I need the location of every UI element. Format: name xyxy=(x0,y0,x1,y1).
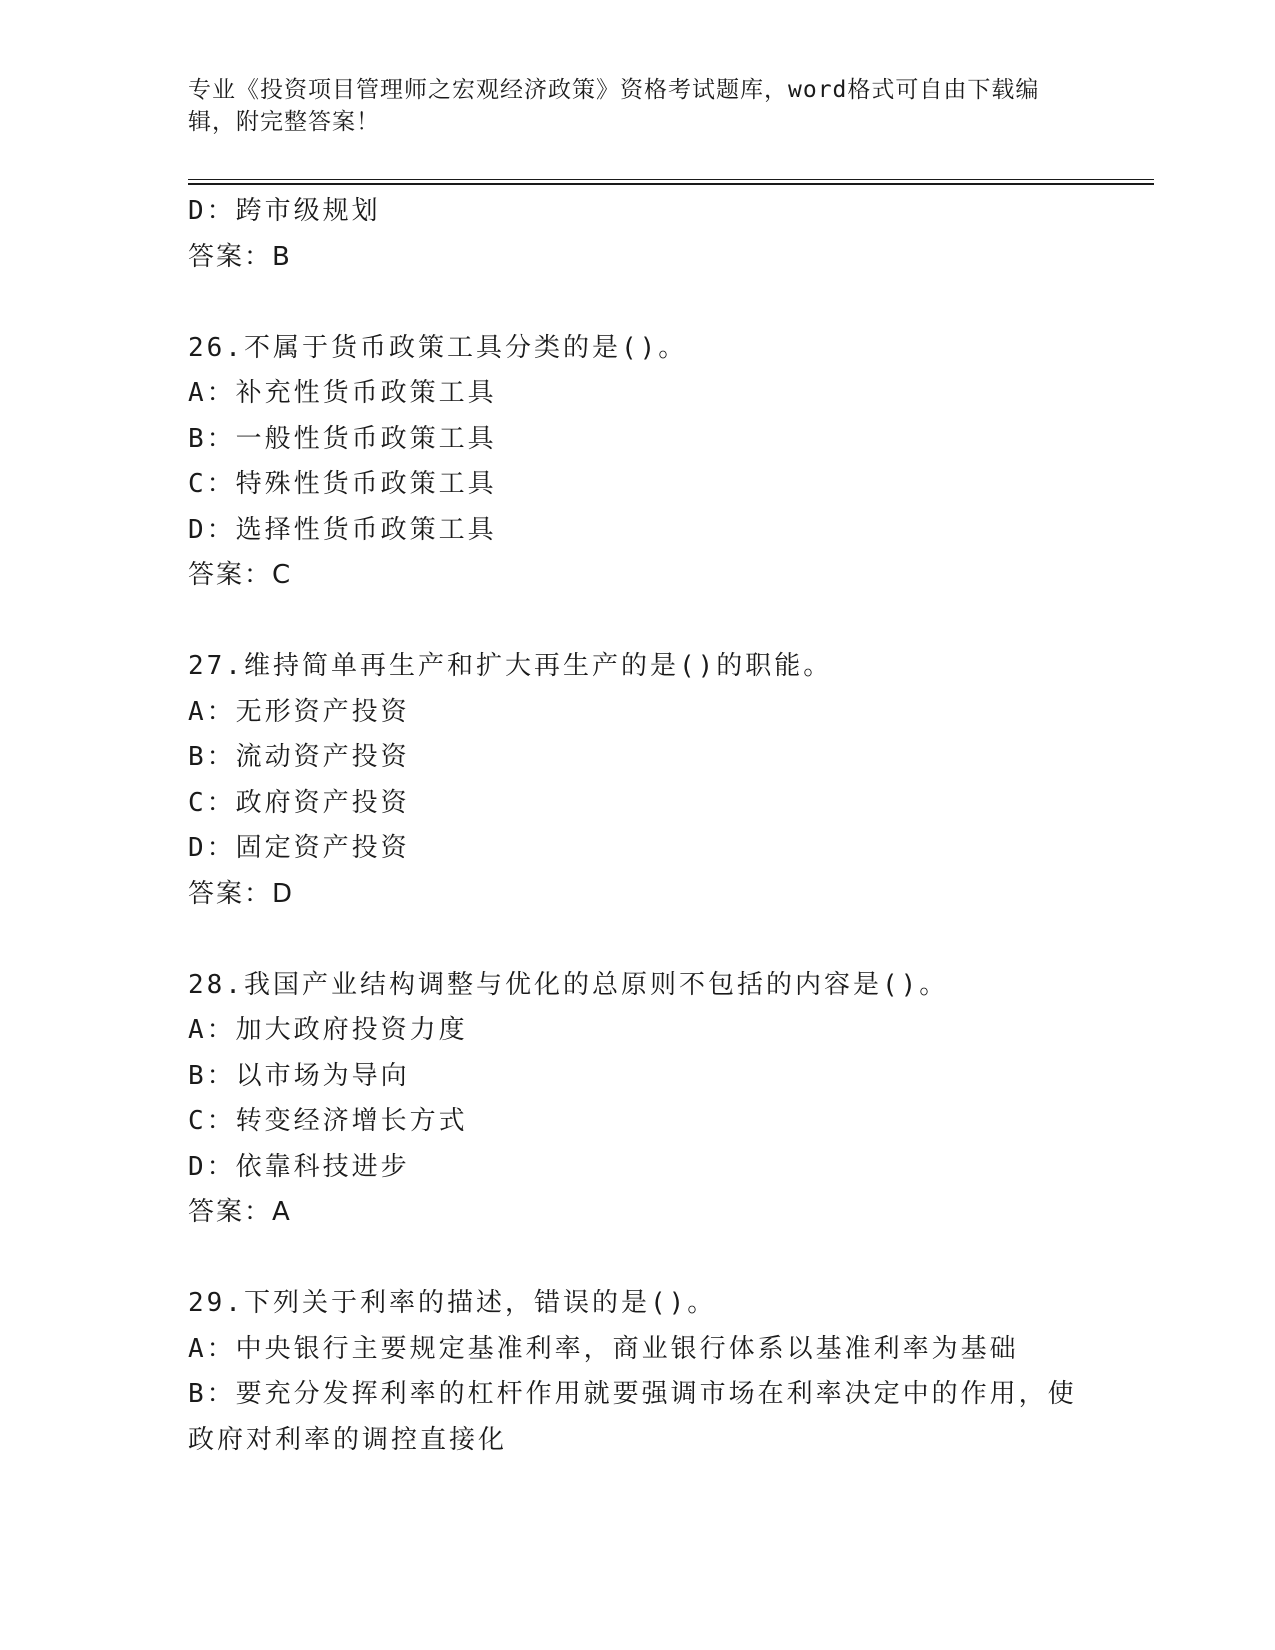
q29-option-b: B：要充分发挥利率的杠杆作用就要强调市场在利率决定中的作用，使政府对利率的调控直接化 xyxy=(188,1379,1077,1455)
spacer xyxy=(188,917,1088,963)
q27-stem: 27.维持简单再生产和扩大再生产的是()的职能。 xyxy=(188,651,833,681)
q27-option-d: D：固定资产投资 xyxy=(188,833,410,863)
q27-option-b: B：流动资产投资 xyxy=(188,742,410,772)
q26-option-c: C：特殊性货币政策工具 xyxy=(188,469,497,499)
q25-answer: 答案：B xyxy=(188,241,292,272)
question-list xyxy=(188,189,1088,1463)
q26-option-d: D：选择性货币政策工具 xyxy=(188,514,497,545)
q29-option-a: A：中央银行主要规定基准利率，商业银行体系以基准利率为基础 xyxy=(188,1333,1019,1364)
spacer xyxy=(188,1236,1088,1282)
q26-option-a: A：补充性货币政策工具 xyxy=(188,378,497,408)
spacer xyxy=(188,599,1088,645)
q26-stem: 26.不属于货币政策工具分类的是()。 xyxy=(188,332,688,363)
header-rule-thin xyxy=(188,179,1154,180)
q25-option-d: D：跨市级规划 xyxy=(188,196,381,226)
q28-option-c: C：转变经济增长方式 xyxy=(188,1106,468,1136)
spacer xyxy=(188,280,1088,326)
q28-option-a: A：加大政府投资力度 xyxy=(188,1015,468,1045)
page-header: 专业《投资项目管理师之宏观经济政策》资格考试题库，word格式可自由下载编辑，附完整答案！ xyxy=(188,77,1040,135)
q28-option-b: B：以市场为导向 xyxy=(188,1060,410,1091)
q28-stem: 28.我国产业结构调整与优化的总原则不包括的内容是()。 xyxy=(188,969,949,1000)
q28-option-d: D：依靠科技进步 xyxy=(188,1151,410,1182)
q26-option-b: B：一般性货币政策工具 xyxy=(188,423,497,454)
q26-answer: 答案：C xyxy=(188,560,293,590)
q29-stem: 29.下列关于利率的描述，错误的是()。 xyxy=(188,1288,717,1318)
q27-option-c: C：政府资产投资 xyxy=(188,787,410,818)
header-rule-thick xyxy=(188,183,1154,185)
q27-answer: 答案：D xyxy=(188,878,295,909)
q28-answer: 答案：A xyxy=(188,1197,292,1227)
q27-option-a: A：无形资产投资 xyxy=(188,696,410,727)
